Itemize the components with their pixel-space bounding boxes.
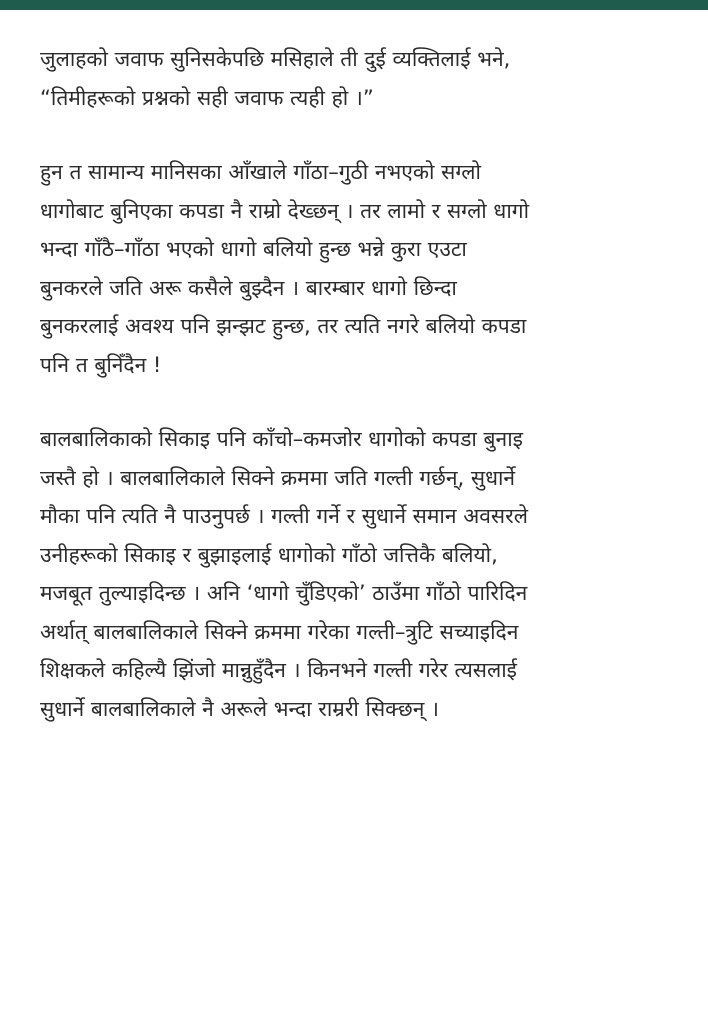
- paragraph-line: पनि त बुनिँदैन !: [40, 352, 162, 377]
- paragraph-line: उनीहरूको सिकाइ र बुझाइलाई धागोको गाँठो जत्तिकै बलियो,: [40, 542, 498, 567]
- paragraph-2: [40, 153, 672, 384]
- paragraph-line: धागोबाट बुनिएका कपडा नै राम्रो देख्छन् । तर लामो र सग्लो धागो: [40, 198, 530, 223]
- paragraph-line: मौका पनि त्यति नै पाउनुपर्छ । गल्ती गर्ने र सुधार्ने समान अवसरले: [40, 504, 528, 528]
- paragraph-line: जस्तै हो । बालबालिकाले सिक्ने क्रममा जति गल्ती गर्छन्, सुधार्ने: [40, 465, 516, 490]
- paragraph-line: “तिमीहरूको प्रश्नको सही जवाफ त्यही हो ।”: [40, 85, 374, 110]
- paragraph-line: बुनकरलाई अवश्य पनि झन्झट हुन्छ, तर त्यति नगरे बलियो कपडा: [40, 314, 527, 338]
- top-bar: [0, 0, 708, 10]
- paragraph-line: अर्थात् बालबालिकाले सिक्ने क्रममा गरेका गल्ती–त्रुटि सच्याइदिन: [40, 619, 519, 644]
- paragraph-line: हुन त सामान्य मानिसका आँखाले गाँठा–गुठी नभएको सग्लो: [40, 160, 481, 184]
- article-body: [40, 40, 672, 728]
- paragraph-line: मजबूत तुल्याइदिन्छ । अनि ‘धागो चुँडिएको’ ठाउँमा गाँठो पारिदिन: [40, 581, 528, 605]
- paragraph-1: [40, 40, 672, 117]
- paragraph-3: [40, 420, 672, 728]
- paragraph-line: सुधार्ने बालबालिकाले नै अरूले भन्दा राम्ररी सिक्छन् ।: [40, 696, 439, 721]
- paragraph-line: बालबालिकाको सिकाइ पनि काँचो–कमजोर धागोको कपडा बुनाइ: [40, 427, 523, 451]
- paragraph-line: भन्दा गाँठै–गाँठा भएको धागो बलियो हुन्छ भन्ने कुरा एउटा: [40, 237, 467, 261]
- paragraph-line: शिक्षकले कहिल्यै झिंजो मान्नुहुँदैन । किनभने गल्ती गरेर त्यसलाई: [40, 658, 517, 682]
- paragraph-line: बुनकरले जति अरू कसैले बुझ्दैन । बारम्बार धागो छिन्दा: [40, 275, 457, 300]
- paragraph-line: जुलाहको जवाफ सुनिसकेपछि मसिहाले ती दुई व्यक्तिलाई भने,: [40, 47, 511, 71]
